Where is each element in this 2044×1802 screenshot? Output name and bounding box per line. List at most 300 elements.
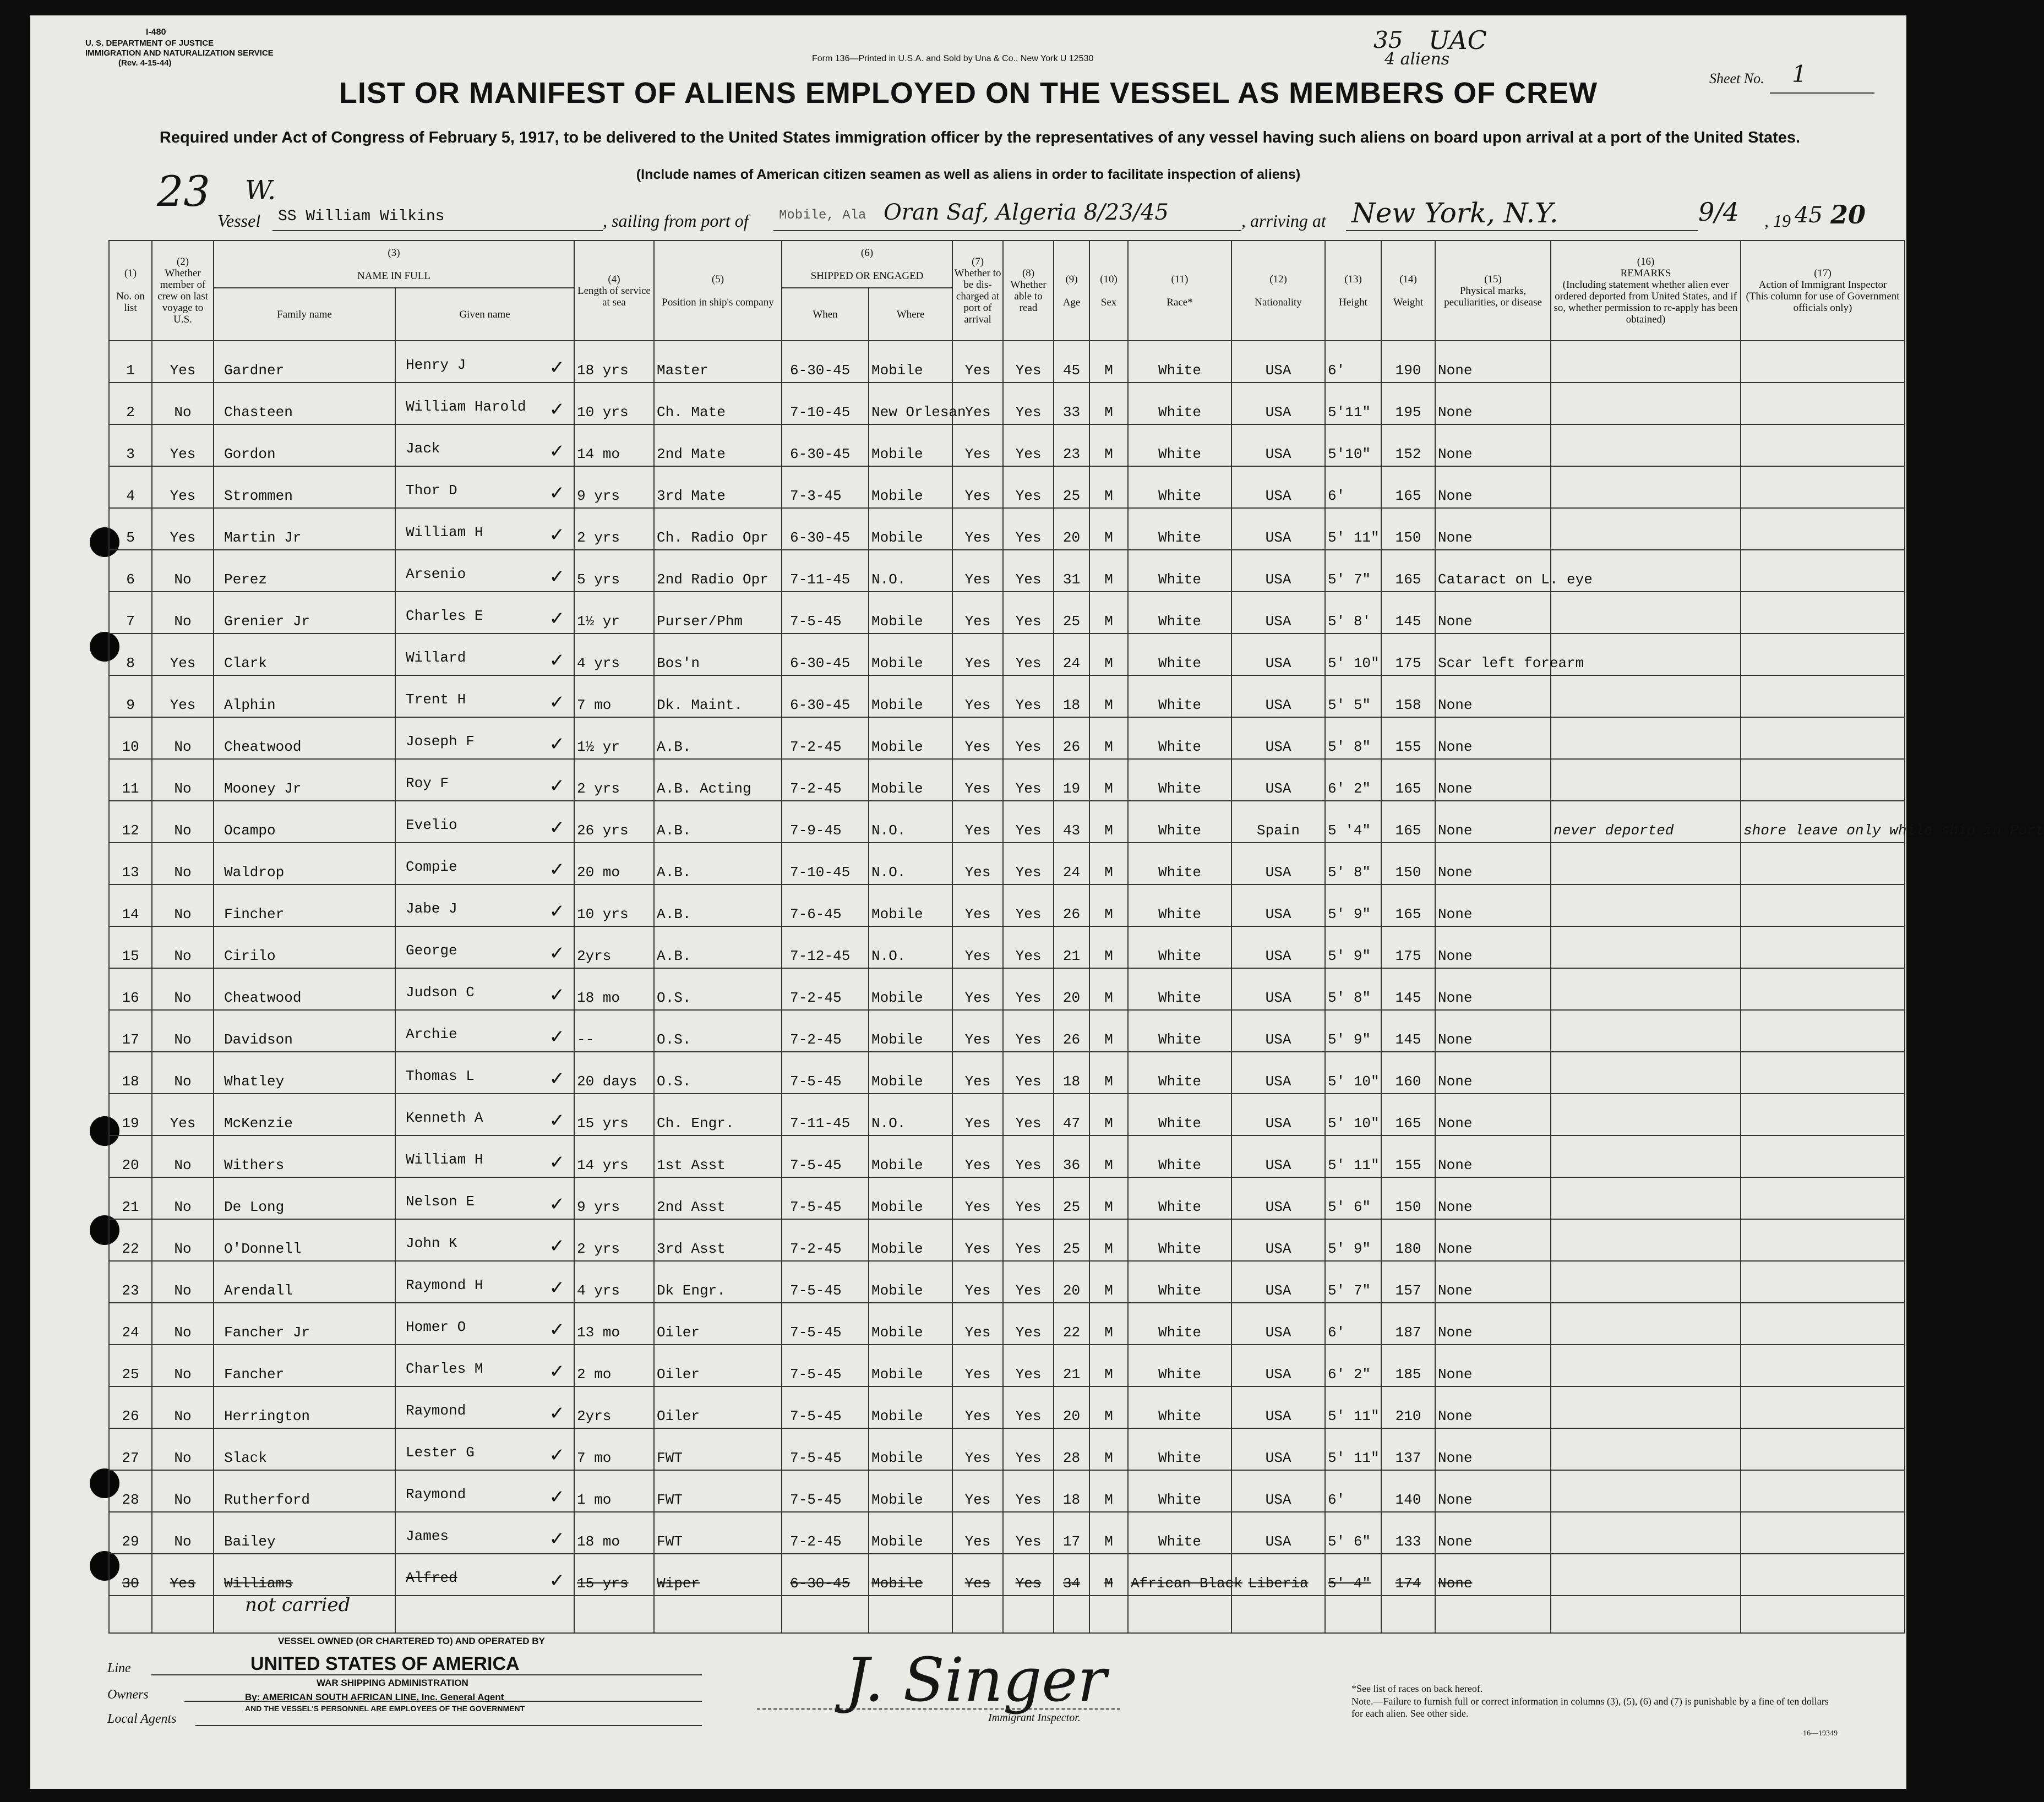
ship-position: A.B. Acting xyxy=(654,759,782,801)
physical-marks: Cataract on L. eye xyxy=(1435,550,1551,592)
ship-position: Oiler xyxy=(654,1386,782,1428)
family-name: Rutherford xyxy=(214,1470,395,1512)
table-row xyxy=(109,1345,1905,1386)
row-number: 19 xyxy=(109,1094,152,1135)
given-name: Willard ✓ xyxy=(395,634,574,675)
given-name: Kenneth A ✓ xyxy=(395,1094,574,1135)
service-length: 1½ yr xyxy=(574,592,654,634)
able-to-read: Yes xyxy=(1003,1386,1054,1428)
family-name: Alphin xyxy=(214,675,395,717)
sex: M xyxy=(1089,634,1128,675)
form-revision: (Rev. 4-15-44) xyxy=(118,58,172,68)
able-to-read: Yes xyxy=(1003,383,1054,424)
table-row xyxy=(109,592,1905,634)
able-to-read: Yes xyxy=(1003,341,1054,383)
shipped-when: 7-11-45 xyxy=(782,550,869,592)
physical-marks: None xyxy=(1435,968,1551,1010)
discharged: Yes xyxy=(952,1554,1003,1596)
given-name: Charles M ✓ xyxy=(395,1345,574,1386)
nationality: Spain xyxy=(1231,801,1325,843)
remarks xyxy=(1551,717,1741,759)
ship-position: FWT xyxy=(654,1428,782,1470)
race: White xyxy=(1128,550,1231,592)
empty-cell xyxy=(1435,1596,1551,1633)
empty-cell xyxy=(1741,1596,1905,1633)
discharged: Yes xyxy=(952,508,1003,550)
shipped-when: 7-10-45 xyxy=(782,383,869,424)
sex: M xyxy=(1089,1512,1128,1554)
shipped-when: 6-30-45 xyxy=(782,424,869,466)
checkmark-icon: ✓ xyxy=(549,1193,565,1215)
form-number: I-480 xyxy=(146,28,166,37)
nationality: USA xyxy=(1231,592,1325,634)
remarks xyxy=(1551,1052,1741,1094)
row-number: 6 xyxy=(109,550,152,592)
inspector-action xyxy=(1741,1428,1905,1470)
shipped-where: Mobile xyxy=(869,1345,952,1386)
given-name: Homer O ✓ xyxy=(395,1303,574,1345)
table-row xyxy=(109,1177,1905,1219)
shipped-when: 7-5-45 xyxy=(782,592,869,634)
checkmark-icon: ✓ xyxy=(549,1319,565,1341)
inspector-action xyxy=(1741,1554,1905,1596)
sex: M xyxy=(1089,1177,1128,1219)
service-length: -- xyxy=(574,1010,654,1052)
checkmark-icon: ✓ xyxy=(549,566,565,588)
able-to-read: Yes xyxy=(1003,926,1054,968)
sex: M xyxy=(1089,1470,1128,1512)
age: 26 xyxy=(1054,1010,1089,1052)
shipped-when: 6-30-45 xyxy=(782,675,869,717)
empty-cell xyxy=(1551,1596,1741,1633)
crew-last-voyage: Yes xyxy=(152,675,214,717)
table-row xyxy=(109,1554,1905,1596)
shipped-where: N.O. xyxy=(869,550,952,592)
able-to-read: Yes xyxy=(1003,1470,1054,1512)
service-length: 20 days xyxy=(574,1052,654,1094)
age: 19 xyxy=(1054,759,1089,801)
col-given-header: Given name xyxy=(395,288,574,341)
able-to-read: Yes xyxy=(1003,1512,1054,1554)
crew-last-voyage: No xyxy=(152,1135,214,1177)
shipped-where: Mobile xyxy=(869,1135,952,1177)
physical-marks: None xyxy=(1435,466,1551,508)
checkmark-icon: ✓ xyxy=(549,691,565,713)
age: 43 xyxy=(1054,801,1089,843)
weight: 165 xyxy=(1381,759,1435,801)
race: White xyxy=(1128,1094,1231,1135)
shipped-where: Mobile xyxy=(869,1470,952,1512)
physical-marks: None xyxy=(1435,1177,1551,1219)
ship-position: Master xyxy=(654,341,782,383)
height: 5' 6" xyxy=(1325,1177,1381,1219)
department-name: U. S. DEPARTMENT OF JUSTICE xyxy=(85,39,214,48)
given-name: William H ✓ xyxy=(395,508,574,550)
discharged: Yes xyxy=(952,466,1003,508)
ship-position: O.S. xyxy=(654,1052,782,1094)
sex: M xyxy=(1089,1219,1128,1261)
nationality: Liberia xyxy=(1231,1554,1325,1596)
weight: 185 xyxy=(1381,1345,1435,1386)
empty-cell xyxy=(1089,1596,1128,1633)
col-action-header: (17) Action of Immigrant Inspector (This column for use of Government officials only) xyxy=(1741,241,1905,341)
height: 5' 8' xyxy=(1325,592,1381,634)
family-name: Cheatwood xyxy=(214,717,395,759)
nationality: USA xyxy=(1231,1261,1325,1303)
able-to-read: Yes xyxy=(1003,1010,1054,1052)
remarks xyxy=(1551,592,1741,634)
age: 25 xyxy=(1054,592,1089,634)
able-to-read: Yes xyxy=(1003,801,1054,843)
shipped-where: Mobile xyxy=(869,1554,952,1596)
nationality: USA xyxy=(1231,1219,1325,1261)
shipped-where: N.O. xyxy=(869,1094,952,1135)
weight: 210 xyxy=(1381,1386,1435,1428)
nationality: USA xyxy=(1231,634,1325,675)
weight: 140 xyxy=(1381,1470,1435,1512)
sex: M xyxy=(1089,1010,1128,1052)
row-number: 9 xyxy=(109,675,152,717)
nationality: USA xyxy=(1231,1135,1325,1177)
table-row xyxy=(109,634,1905,675)
inspector-action xyxy=(1741,1177,1905,1219)
nationality: USA xyxy=(1231,1177,1325,1219)
discharged: Yes xyxy=(952,592,1003,634)
table-row xyxy=(109,801,1905,843)
race: White xyxy=(1128,1428,1231,1470)
shipped-when: 7-5-45 xyxy=(782,1345,869,1386)
height: 6' xyxy=(1325,1470,1381,1512)
inspector-action xyxy=(1741,508,1905,550)
remarks xyxy=(1551,884,1741,926)
sheet-label: Sheet No. xyxy=(1709,70,1764,86)
sex: M xyxy=(1089,884,1128,926)
remarks xyxy=(1551,1386,1741,1428)
family-name: O'Donnell xyxy=(214,1219,395,1261)
col-no-header: (1) No. on list xyxy=(109,241,152,341)
given-name: William Harold ✓ xyxy=(395,383,574,424)
checkmark-icon: ✓ xyxy=(549,357,565,379)
discharged: Yes xyxy=(952,634,1003,675)
empty-cell xyxy=(654,1596,782,1633)
inspector-signature: J. Singer xyxy=(845,1645,1107,1715)
col-physical-header: (15) Physical marks, peculiarities, or disease xyxy=(1435,241,1551,341)
family-name: Davidson xyxy=(214,1010,395,1052)
weight: 165 xyxy=(1381,801,1435,843)
checkmark-icon: ✓ xyxy=(549,1361,565,1383)
owners-label: Owners xyxy=(107,1688,149,1702)
weight: 187 xyxy=(1381,1303,1435,1345)
row-number: 8 xyxy=(109,634,152,675)
given-name: Judson C ✓ xyxy=(395,968,574,1010)
weight: 150 xyxy=(1381,843,1435,884)
checkmark-icon: ✓ xyxy=(549,1402,565,1424)
sex: M xyxy=(1089,1303,1128,1345)
remarks xyxy=(1551,759,1741,801)
table-row xyxy=(109,717,1905,759)
age: 26 xyxy=(1054,884,1089,926)
weight: 165 xyxy=(1381,550,1435,592)
family-name: Bailey xyxy=(214,1512,395,1554)
form-code: 16—19349 xyxy=(1803,1729,1838,1738)
inspector-action xyxy=(1741,634,1905,675)
ship-position: A.B. xyxy=(654,843,782,884)
crew-last-voyage: No xyxy=(152,843,214,884)
able-to-read: Yes xyxy=(1003,759,1054,801)
table-row xyxy=(109,926,1905,968)
able-to-read: Yes xyxy=(1003,1303,1054,1345)
family-name: Gardner xyxy=(214,341,395,383)
checkmark-icon: ✓ xyxy=(549,398,565,421)
physical-marks: None xyxy=(1435,1512,1551,1554)
shipped-when: 7-2-45 xyxy=(782,717,869,759)
service-length: 2 yrs xyxy=(574,508,654,550)
ship-position: 3rd Asst xyxy=(654,1219,782,1261)
row-number: 27 xyxy=(109,1428,152,1470)
nationality: USA xyxy=(1231,341,1325,383)
shipped-when: 6-30-45 xyxy=(782,1554,869,1596)
ship-position: O.S. xyxy=(654,968,782,1010)
physical-marks: None xyxy=(1435,801,1551,843)
remarks: never deported xyxy=(1551,801,1741,843)
line-field xyxy=(151,1674,702,1675)
ship-position: 2nd Asst xyxy=(654,1177,782,1219)
nationality: USA xyxy=(1231,466,1325,508)
able-to-read: Yes xyxy=(1003,884,1054,926)
sex: M xyxy=(1089,424,1128,466)
crew-last-voyage: Yes xyxy=(152,341,214,383)
row-number: 12 xyxy=(109,801,152,843)
shipped-when: 7-9-45 xyxy=(782,801,869,843)
height: 5' 8" xyxy=(1325,717,1381,759)
hand-aliens: 4 aliens xyxy=(1385,50,1450,69)
checkmark-icon: ✓ xyxy=(549,733,565,755)
crew-last-voyage: No xyxy=(152,550,214,592)
given-name: Thor D ✓ xyxy=(395,466,574,508)
sheet-number: 1 xyxy=(1792,61,1807,88)
personnel-note: AND THE VESSEL'S PERSONNEL ARE EMPLOYEES OF THE GOVERNMENT xyxy=(245,1704,525,1713)
service-name: IMMIGRATION AND NATURALIZATION SERVICE xyxy=(85,48,274,58)
sex: M xyxy=(1089,1554,1128,1596)
given-name: Arsenio ✓ xyxy=(395,550,574,592)
nationality: USA xyxy=(1231,1094,1325,1135)
crew-last-voyage: No xyxy=(152,1052,214,1094)
age: 36 xyxy=(1054,1135,1089,1177)
given-name: Archie ✓ xyxy=(395,1010,574,1052)
checkmark-icon: ✓ xyxy=(549,1068,565,1090)
crew-last-voyage: No xyxy=(152,1428,214,1470)
physical-marks: None xyxy=(1435,383,1551,424)
service-length: 1 mo xyxy=(574,1470,654,1512)
table-row xyxy=(109,1512,1905,1554)
checkmark-icon: ✓ xyxy=(549,1235,565,1257)
row-number: 30 xyxy=(109,1554,152,1596)
crew-last-voyage: Yes xyxy=(152,466,214,508)
shipped-where: Mobile xyxy=(869,1428,952,1470)
shipped-when: 7-5-45 xyxy=(782,1135,869,1177)
inspector-action xyxy=(1741,884,1905,926)
col-height-header: (13) Height xyxy=(1325,241,1381,341)
checkmark-icon: ✓ xyxy=(549,1486,565,1508)
physical-marks: None xyxy=(1435,1428,1551,1470)
crew-last-voyage: No xyxy=(152,1010,214,1052)
weight: 155 xyxy=(1381,717,1435,759)
shipped-when: 7-5-45 xyxy=(782,1386,869,1428)
shipped-where: Mobile xyxy=(869,424,952,466)
given-name: Raymond ✓ xyxy=(395,1470,574,1512)
ship-position: Wiper xyxy=(654,1554,782,1596)
age: 31 xyxy=(1054,550,1089,592)
empty-cell xyxy=(1325,1596,1381,1633)
weight: 150 xyxy=(1381,508,1435,550)
remarks xyxy=(1551,1303,1741,1345)
arriving-port: New York, N.Y. xyxy=(1351,197,1558,229)
inspector-action xyxy=(1741,843,1905,884)
ship-position: 2nd Mate xyxy=(654,424,782,466)
shipped-when: 7-2-45 xyxy=(782,1219,869,1261)
family-name: Grenier Jr xyxy=(214,592,395,634)
able-to-read: Yes xyxy=(1003,968,1054,1010)
race: White xyxy=(1128,801,1231,843)
crew-last-voyage: No xyxy=(152,1303,214,1345)
remarks xyxy=(1551,1554,1741,1596)
inspector-action xyxy=(1741,968,1905,1010)
row-number: 16 xyxy=(109,968,152,1010)
checkmark-icon: ✓ xyxy=(549,1570,565,1592)
able-to-read: Yes xyxy=(1003,508,1054,550)
checkmark-icon: ✓ xyxy=(549,942,565,964)
remarks xyxy=(1551,341,1741,383)
nationality: USA xyxy=(1231,1512,1325,1554)
inspector-label: Immigrant Inspector. xyxy=(988,1712,1081,1724)
weight: 165 xyxy=(1381,1094,1435,1135)
remarks xyxy=(1551,843,1741,884)
race: White xyxy=(1128,1512,1231,1554)
discharged: Yes xyxy=(952,717,1003,759)
empty-cell xyxy=(1054,1596,1089,1633)
inspector-action xyxy=(1741,675,1905,717)
empty-cell xyxy=(109,1596,152,1633)
crew-last-voyage: No xyxy=(152,1219,214,1261)
discharged: Yes xyxy=(952,424,1003,466)
discharged: Yes xyxy=(952,1261,1003,1303)
crew-last-voyage: Yes xyxy=(152,1554,214,1596)
given-name: Henry J ✓ xyxy=(395,341,574,383)
shipped-when: 6-30-45 xyxy=(782,634,869,675)
discharged: Yes xyxy=(952,1512,1003,1554)
table-row xyxy=(109,341,1905,383)
crew-last-voyage: No xyxy=(152,926,214,968)
given-name: Lester G ✓ xyxy=(395,1428,574,1470)
family-name: Slack xyxy=(214,1428,395,1470)
remarks xyxy=(1551,1345,1741,1386)
nationality: USA xyxy=(1231,675,1325,717)
age: 24 xyxy=(1054,634,1089,675)
sex: M xyxy=(1089,717,1128,759)
able-to-read: Yes xyxy=(1003,466,1054,508)
shipped-when: 6-30-45 xyxy=(782,508,869,550)
arrival-date: 9/4 xyxy=(1698,197,1740,227)
sex: M xyxy=(1089,801,1128,843)
table-row xyxy=(109,1219,1905,1261)
race: White xyxy=(1128,341,1231,383)
remarks xyxy=(1551,1094,1741,1135)
inspector-action: shore leave only while ship in Port xyxy=(1741,801,1905,843)
sex: M xyxy=(1089,383,1128,424)
inspector-action xyxy=(1741,1303,1905,1345)
nationality: USA xyxy=(1231,1303,1325,1345)
shipped-where: N.O. xyxy=(869,926,952,968)
col-where-header: Where xyxy=(869,288,952,341)
remarks xyxy=(1551,1512,1741,1554)
service-length: 2yrs xyxy=(574,926,654,968)
nationality: USA xyxy=(1231,1052,1325,1094)
remarks xyxy=(1551,1219,1741,1261)
inspector-action xyxy=(1741,592,1905,634)
row-number: 29 xyxy=(109,1512,152,1554)
given-name: George ✓ xyxy=(395,926,574,968)
empty-cell xyxy=(869,1596,952,1633)
table-row xyxy=(109,1303,1905,1345)
col-weight-header: (14) Weight xyxy=(1381,241,1435,341)
weight: 180 xyxy=(1381,1219,1435,1261)
service-length: 7 mo xyxy=(574,675,654,717)
weight: 157 xyxy=(1381,1261,1435,1303)
physical-marks: None xyxy=(1435,1010,1551,1052)
height: 5' 11" xyxy=(1325,1386,1381,1428)
height: 6' xyxy=(1325,1303,1381,1345)
checkmark-icon: ✓ xyxy=(549,1151,565,1173)
row-number: 17 xyxy=(109,1010,152,1052)
service-length: 9 yrs xyxy=(574,1177,654,1219)
row-number: 21 xyxy=(109,1177,152,1219)
table-row xyxy=(109,675,1905,717)
ship-position: FWT xyxy=(654,1512,782,1554)
discharged: Yes xyxy=(952,1094,1003,1135)
race: White xyxy=(1128,1052,1231,1094)
crew-last-voyage: Yes xyxy=(152,1094,214,1135)
age: 21 xyxy=(1054,1345,1089,1386)
col-shipped-header: (6) SHIPPED OR ENGAGED xyxy=(782,241,952,288)
shipped-when: 7-5-45 xyxy=(782,1470,869,1512)
service-length: 5 yrs xyxy=(574,550,654,592)
height: 5' 8" xyxy=(1325,968,1381,1010)
service-length: 20 mo xyxy=(574,843,654,884)
inspector-action xyxy=(1741,1470,1905,1512)
family-name: Fancher xyxy=(214,1345,395,1386)
ship-position: Oiler xyxy=(654,1345,782,1386)
weight: 152 xyxy=(1381,424,1435,466)
height: 5'11" xyxy=(1325,383,1381,424)
sex: M xyxy=(1089,1052,1128,1094)
war-admin: WAR SHIPPING ADMINISTRATION xyxy=(317,1678,468,1688)
age: 20 xyxy=(1054,1261,1089,1303)
family-name: Fincher xyxy=(214,884,395,926)
ship-position: 1st Asst xyxy=(654,1135,782,1177)
weight: 195 xyxy=(1381,383,1435,424)
sailing-label: , sailing from port of xyxy=(603,211,749,231)
owner-stamp: UNITED STATES OF AMERICA xyxy=(250,1653,520,1674)
weight: 160 xyxy=(1381,1052,1435,1094)
able-to-read: Yes xyxy=(1003,675,1054,717)
empty-cell xyxy=(152,1596,214,1633)
height: 5' 11" xyxy=(1325,1135,1381,1177)
remarks xyxy=(1551,1010,1741,1052)
ship-position: Purser/Phm xyxy=(654,592,782,634)
row-number: 11 xyxy=(109,759,152,801)
table-row xyxy=(109,466,1905,508)
height: 5' 6" xyxy=(1325,1512,1381,1554)
